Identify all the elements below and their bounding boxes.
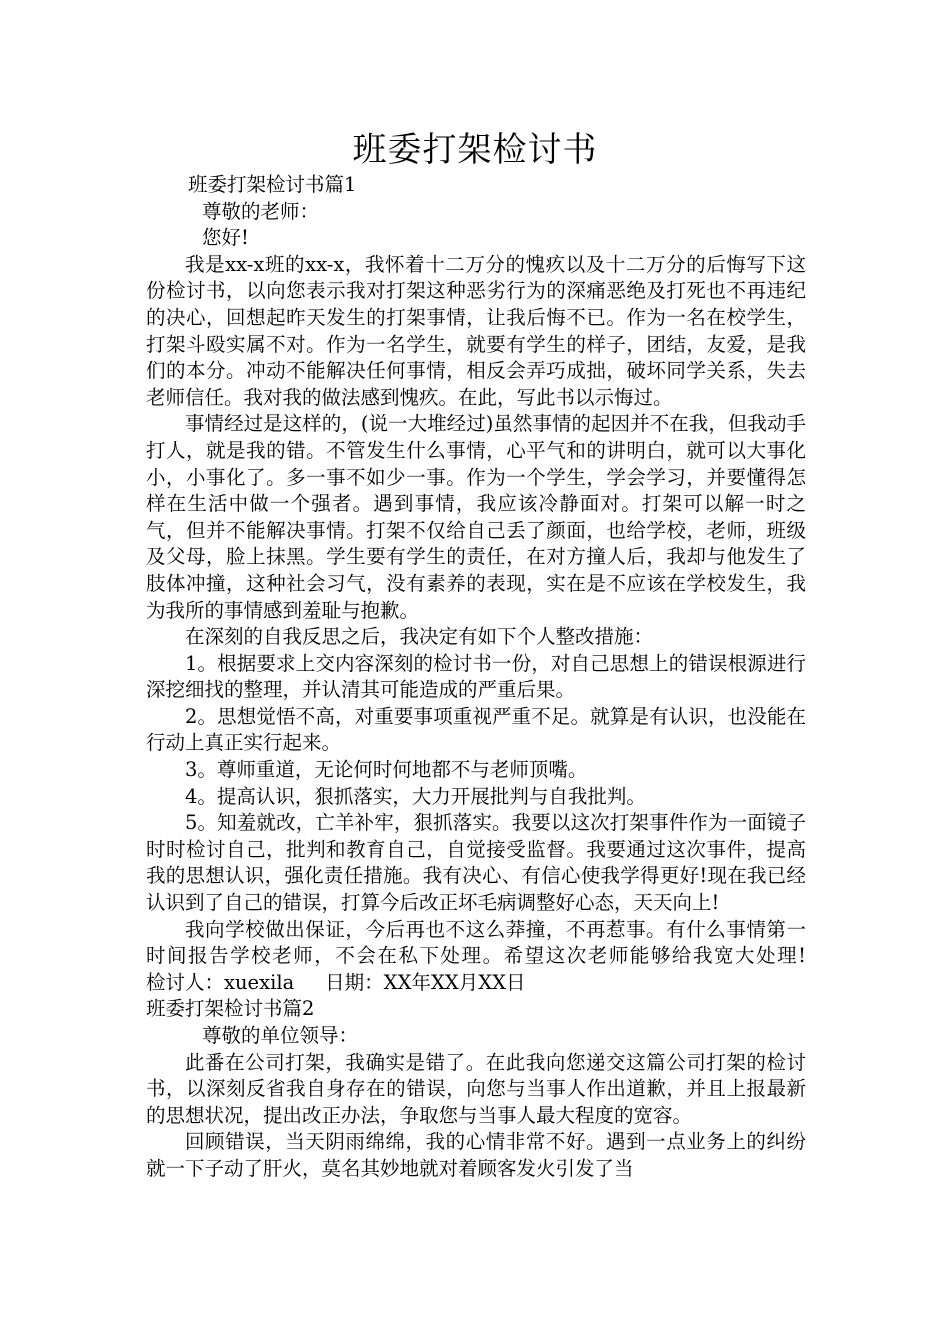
paragraph: 在深刻的自我反思之后，我决定有如下个人整改措施：	[185, 625, 654, 649]
paragraph: 4。提高认识，狠抓落实，大力开展批判与自我批判。	[185, 784, 646, 808]
section-heading: 班委打架检讨书篇1	[188, 173, 357, 196]
salutation: 尊敬的老师：	[202, 199, 320, 223]
paragraph: 我是xx-x班的xx-x，我怀着十二万分的愧疚以及十二万分的后悔写下这份检讨书，以向您表示我对打架这种恶劣行为的深痛恶绝及打死也不再违纪的决心，回想起昨天发生的打架事情，让我后悔不已。作为一名在校学生，打架斗殴实属不对。作为一名学生，就要有学生的样子，团结，友爱，是我们的本分。冲动不能解决任何事情，相反会弄巧成拙，破坏同学关系，失去老师信任。我对我的做法感到愧疚。在此，写此书以示悔过。	[146, 252, 806, 409]
paragraph: 5。知羞就改，亡羊补牢，狠抓落实。我要以这次打架事件作为一面镜子时时检讨自己，批判和教育自己，自觉接受监督。我要通过这次事件，提高我的思想认识，强化责任措施。我有决心、有信心使我学得更好!现在我已经认识到了自己的错误，打算今后改正坏毛病调整好心态，天天向上!	[146, 811, 806, 915]
paragraph: 回顾错误，当天阴雨绵绵，我的心情非常不好。遇到一点业务上的纠纷就一下子动了肝火，莫名其妙地就对着顾客发火引发了当	[146, 1130, 806, 1180]
salutation: 尊敬的单位领导：	[202, 1024, 359, 1047]
paragraph: 此番在公司打架，我确实是错了。在此我向您递交这篇公司打架的检讨书，以深刻反省我自身存在的错误，向您与当事人作出道歉，并且上报最新的思想状况，提出改正办法，争取您与当事人最大程度的宽容。	[146, 1050, 806, 1127]
paragraph: 2。思想觉悟不高，对重要事项重视严重不足。就算是有认识，也没能在行动上真正实行起来。	[146, 704, 806, 755]
paragraph: 1。根据要求上交内容深刻的检讨书一份，对自己思想上的错误根源进行深挖细找的整理，并认清其可能造成的严重后果。	[146, 651, 806, 702]
section-heading: 班委打架检讨书篇2	[146, 997, 315, 1021]
document-title: 班委打架检讨书	[352, 130, 598, 170]
paragraph: 事情经过是这样的，(说一大堆经过)虽然事情的起因并不在我，但我动手打人，就是我的错。不管发生什么事情，心平气和的讲明白，就可以大事化小，小事化了。多一事不如少一事。作为一个学生，学会学习，并要懂得怎样在生活中做一个强者。遇到事情，我应该冷静面对。打架可以解一时之气，但并不能解决事情。打架不仅给自己丢了颜面，也给学校，老师，班级及父母，脸上抹黑。学生要有学生的责任，在对方撞人后，我却与他发生了肢体冲撞，这种社会习气，没有素养的表现，实在是不应该在学校发生，我为我所的事情感到羞耻与抱歉。	[146, 412, 806, 622]
paragraph: 我向学校做出保证，今后再也不这么莽撞，不再惹事。有什么事情第一时间报告学校老师，不会在私下处理。希望这次老师能够给我宽大处理! 检讨人：xuexila 日期：XX年XX月XX日	[146, 917, 837, 994]
salutation: 您好!	[202, 226, 249, 250]
paragraph: 3。尊师重道，无论何时何地都不与老师顶嘴。	[185, 758, 588, 782]
document-body	[146, 172, 837, 1183]
